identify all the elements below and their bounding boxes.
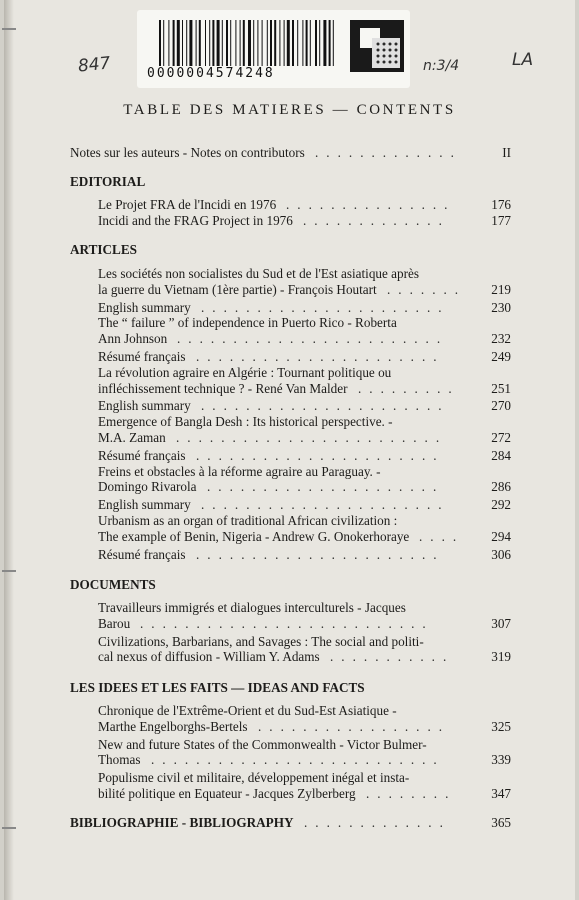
toc-entry-text: English summary <box>98 299 191 315</box>
dot-leader: ......... <box>358 380 460 396</box>
barcode-bar <box>230 20 231 66</box>
toc-page-number: 249 <box>491 349 511 364</box>
binding-mark <box>2 28 16 30</box>
barcode-bar <box>189 20 192 66</box>
toc-page-number: 294 <box>491 528 511 544</box>
barcode-bar <box>243 20 245 66</box>
toc-page-number: 251 <box>491 380 511 396</box>
toc-entry-text: Urbanism as an organ of traditional African civilization : <box>98 513 398 528</box>
barcode-bar <box>302 20 303 66</box>
toc-entry-text: New and future States of the Commonwealth - Victor Bulmer- <box>98 736 427 752</box>
toc-page-number: 365 <box>491 815 511 830</box>
dot-leader: ........................ <box>177 331 449 347</box>
barcode-number: 0000004574248 <box>147 66 275 81</box>
toc-entry-text: The “ failure ” of independence in Puerto Rico - Roberta <box>98 315 397 331</box>
toc-entry-text: Notes sur les auteurs - Notes on contributors <box>70 145 305 160</box>
barcode-bar <box>253 20 254 66</box>
toc-page-number: 284 <box>491 447 511 463</box>
toc-page-number: 325 <box>491 718 511 734</box>
toc-entry-text: Chronique de l'Extrême-Orient et du Sud-Est Asiatique - <box>98 703 397 718</box>
barcode-bar <box>270 20 272 66</box>
toc-page-number: 232 <box>491 331 511 347</box>
library-logo-icon <box>350 20 404 72</box>
barcode-bar <box>168 20 169 66</box>
binding-mark <box>2 570 16 572</box>
barcode-bar <box>267 20 268 66</box>
dot-leader: ............. <box>303 212 450 228</box>
barcode-bar <box>196 20 197 66</box>
toc-page-number: 306 <box>491 546 511 562</box>
dot-leader: ........ <box>366 786 457 801</box>
toc-entry-text: Résumé français <box>98 349 186 364</box>
toc-page-number: 307 <box>491 615 511 631</box>
dot-leader: ...................... <box>201 398 450 414</box>
toc-page-number: 347 <box>491 786 511 801</box>
section-heading: ARTICLES <box>70 242 137 257</box>
barcode-bar <box>274 20 276 66</box>
barcode-bar <box>212 20 214 66</box>
toc-entry-text: Résumé français <box>98 546 186 562</box>
toc-entry-text: Domingo Rivarola <box>98 479 197 495</box>
dot-leader: ................. <box>258 718 451 734</box>
page-edge-shadow <box>4 0 14 900</box>
dot-leader: ...................... <box>196 447 445 463</box>
toc-page-number: 176 <box>491 197 511 212</box>
barcode-bar <box>257 20 258 66</box>
barcode-bar <box>315 20 317 66</box>
toc-entry-text: Travailleurs immigrés et dialogues interculturels - Jacques <box>98 600 406 615</box>
dot-leader: ...................... <box>196 546 445 562</box>
section-heading: EDITORIAL <box>70 174 146 189</box>
library-barcode-sticker <box>137 10 410 88</box>
toc-page-number: 270 <box>491 398 511 414</box>
barcode-bar <box>284 20 285 66</box>
toc-page-number: 292 <box>491 497 511 513</box>
toc-entry-text: Le Projet FRA de l'Incidi en 1976 <box>98 197 277 212</box>
dot-leader: .... <box>419 528 465 544</box>
toc-page-number: 177 <box>491 212 511 228</box>
barcode-bar <box>279 20 280 66</box>
dot-leader: ............. <box>315 145 462 160</box>
toc-page-number: 219 <box>491 281 511 297</box>
barcode-bar <box>323 20 326 66</box>
barcode-bar <box>209 20 210 66</box>
toc-page-number: 339 <box>491 752 511 768</box>
toc-page-number: 319 <box>491 649 511 665</box>
toc-entry-text: BIBLIOGRAPHIE - BIBLIOGRAPHY <box>70 815 294 830</box>
toc-entry-text: Les sociétés non socialistes du Sud et de l'Est asiatique après <box>98 266 420 281</box>
barcode-bar <box>217 20 220 66</box>
barcode-bar <box>287 20 290 66</box>
barcode-bar <box>292 20 294 66</box>
handwritten-issue-number: n:3/4 <box>423 58 460 74</box>
toc-entry-text: English summary <box>98 398 191 414</box>
dot-leader: ...................... <box>196 349 445 364</box>
toc-entry-text: Emergence of Bangla Desh : Its historical perspective. - <box>98 414 393 430</box>
barcode-bar <box>319 20 320 66</box>
barcode-bar <box>262 20 263 66</box>
toc-page-number: 230 <box>491 299 511 315</box>
barcode-bar <box>163 20 164 66</box>
dot-leader: ........................ <box>176 430 448 445</box>
toc-entry-text: cal nexus of diffusion - William Y. Adams <box>98 649 320 665</box>
toc-page-number: 286 <box>491 479 511 495</box>
binding-mark <box>2 827 16 829</box>
barcode-bar <box>159 20 161 66</box>
section-heading: DOCUMENTS <box>70 577 156 592</box>
dot-leader: .......................... <box>140 615 434 631</box>
dot-leader: .......................... <box>151 752 445 768</box>
toc-entry-text: Barou <box>98 615 131 631</box>
barcode-bar <box>186 20 187 66</box>
handwritten-shelf-number: 847 <box>77 53 112 77</box>
dot-leader: ....... <box>387 281 467 297</box>
dot-leader: ...................... <box>201 299 450 315</box>
barcode-bar <box>182 20 183 66</box>
toc-entry-text: La révolution agraire en Algérie : Tournant politique ou <box>98 364 392 380</box>
toc-entry-text: Résumé français <box>98 447 186 463</box>
toc-entry-text: Populisme civil et militaire, développement inégal et insta- <box>98 770 410 786</box>
toc-entry-text: bilité politique en Equateur - Jacques Zylberberg <box>98 786 356 801</box>
barcode-bar <box>177 20 180 66</box>
barcode-bar <box>306 20 308 66</box>
dot-leader: ............. <box>304 815 451 830</box>
dot-leader: ............... <box>286 197 456 212</box>
toc-entry-text: Civilizations, Barbarians, and Savages : The social and politi- <box>98 633 424 649</box>
toc-entry-text: English summary <box>98 497 191 513</box>
dot-leader: ..................... <box>207 479 445 495</box>
toc-page-number: II <box>502 145 511 160</box>
toc-entry-text: la guerre du Vietnam (1ère partie) - François Houtart <box>98 281 377 297</box>
handwritten-initials: LA <box>512 50 534 70</box>
barcode-bar <box>199 20 201 66</box>
barcode-bar <box>310 20 311 66</box>
barcode-bar <box>329 20 331 66</box>
dot-leader: ........... <box>330 649 455 665</box>
page-title: TABLE DES MATIERES — CONTENTS <box>123 102 456 118</box>
barcode-bar <box>205 20 206 66</box>
toc-entry-text: Thomas <box>98 752 141 768</box>
barcode-icon <box>157 20 337 66</box>
barcode-bar <box>240 20 241 66</box>
barcode-bar <box>235 20 236 66</box>
toc-entry-text: Incidi and the FRAG Project in 1976 <box>98 212 293 228</box>
toc-entry-text: Freins et obstacles à la réforme agraire au Paraguay. - <box>98 463 381 479</box>
dot-leader: ...................... <box>201 497 450 513</box>
toc-entry-text: Marthe Engelborghs-Bertels <box>98 718 248 734</box>
barcode-bar <box>333 20 334 66</box>
barcode-bar <box>173 20 175 66</box>
barcode-bar <box>297 20 298 66</box>
toc-page-number: 272 <box>491 430 511 445</box>
barcode-bar <box>226 20 228 66</box>
toc-entry-text: Ann Johnson <box>98 331 168 347</box>
barcode-bar <box>222 20 223 66</box>
toc-entry-text: M.A. Zaman <box>98 430 166 445</box>
section-heading: LES IDEES ET LES FAITS — IDEAS AND FACTS <box>70 680 365 695</box>
toc-entry-text: The example of Benin, Nigeria - Andrew G. Onokerhoraye <box>98 528 410 544</box>
barcode-bar <box>248 20 251 66</box>
toc-entry-text: infléchissement technique ? - René Van Malder <box>98 380 348 396</box>
